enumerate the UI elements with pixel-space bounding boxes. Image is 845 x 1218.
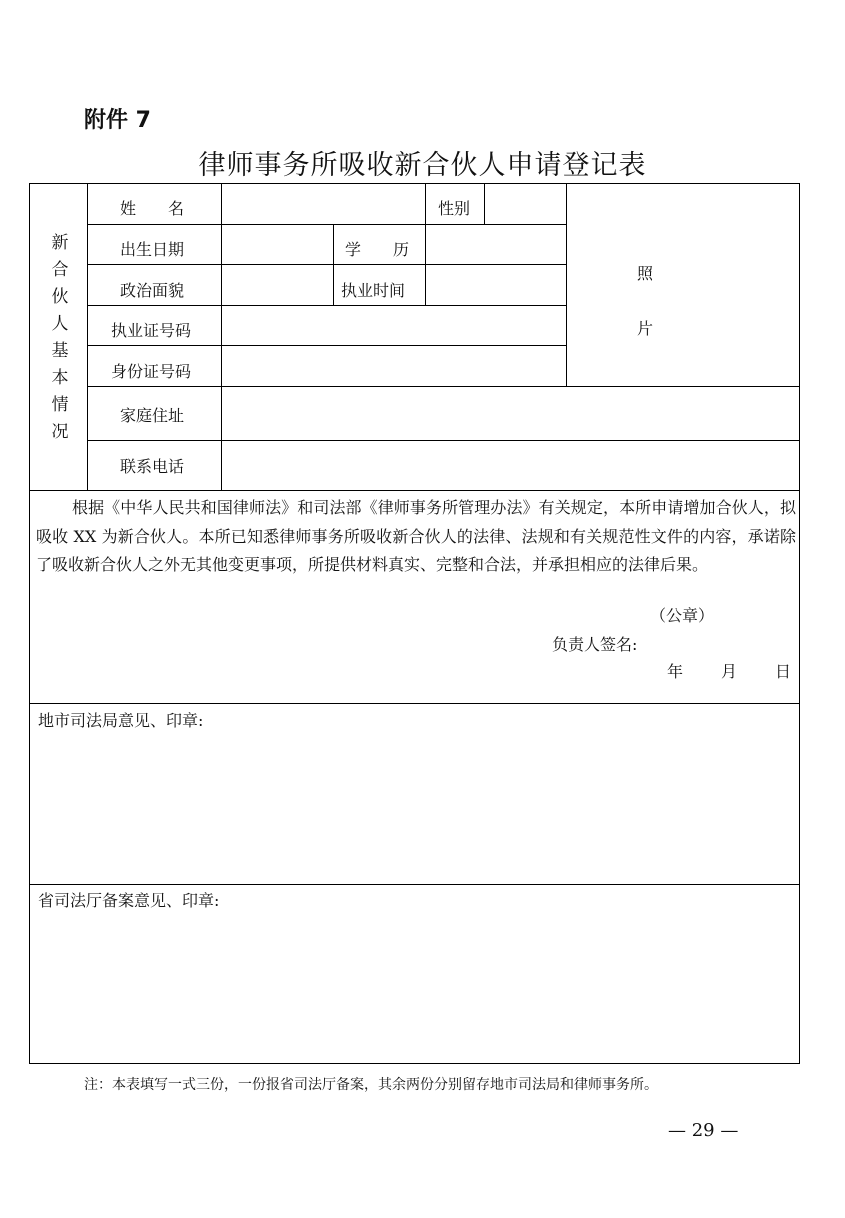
gender-field[interactable] [485,184,566,224]
license-number-field[interactable] [222,306,566,345]
form-title: 律师事务所吸收新合伙人申请登记表 [198,150,647,181]
attachment-label: 附件 7 [84,108,151,133]
education-label: 学 历 [345,240,410,259]
date-month-label: 月 [721,662,738,681]
id-number-field[interactable] [222,346,566,386]
city-bureau-opinion-label: 地市司法局意见、印章: [38,711,204,730]
phone-label: 联系电话 [120,457,185,476]
province-dept-opinion-label: 省司法厅备案意见、印章: [38,891,220,910]
gender-label: 性别 [438,199,471,218]
home-address-label: 家庭住址 [120,406,185,425]
declaration-paragraph: 根据《中华人民共和国律师法》和司法部《律师事务所管理办法》有关规定，本所申请增加合伙人，拟吸收 XX 为新合伙人。本所已知悉律师事务所吸收新合伙人的法律、法规和有关规范性文件的内容，承诺除了吸收新合伙人之外无其他变更事项，所提供材料真实、完整和合法，并承担相应的法律后果。 [36,498,796,574]
date-day-label: 日 [775,662,792,681]
photo-label-top: 照 [637,264,654,283]
name-label: 姓 名 [120,199,185,218]
page-number: — 29 — [668,1120,739,1141]
official-seal-label: （公章） [650,606,715,625]
license-number-label: 执业证号码 [111,321,192,340]
photo-label-bottom: 片 [637,319,654,338]
signature-label: 负责人签名: [552,635,638,654]
practice-time-label: 执业时间 [341,281,406,300]
political-status-label: 政治面貌 [120,281,185,300]
form-note: 注：本表填写一式三份，一份报省司法厅备案，其余两份分别留存地市司法局和律师事务所。 [84,1077,658,1093]
id-number-label: 身份证号码 [111,362,192,381]
education-field[interactable] [426,225,566,264]
phone-field[interactable] [222,441,799,490]
practice-time-field[interactable] [426,265,566,305]
date-year-label: 年 [667,662,684,681]
name-field[interactable] [222,184,425,224]
birth-date-field[interactable] [222,225,333,264]
basic-info-section-label: 新 合 伙 人 基 本 情 况 [51,233,69,442]
city-bureau-opinion-area[interactable] [30,736,799,883]
photo-box[interactable] [567,184,799,386]
home-address-field[interactable] [222,387,799,440]
province-dept-opinion-area[interactable] [30,916,799,1062]
birth-date-label: 出生日期 [120,240,185,259]
political-status-field[interactable] [222,265,333,305]
